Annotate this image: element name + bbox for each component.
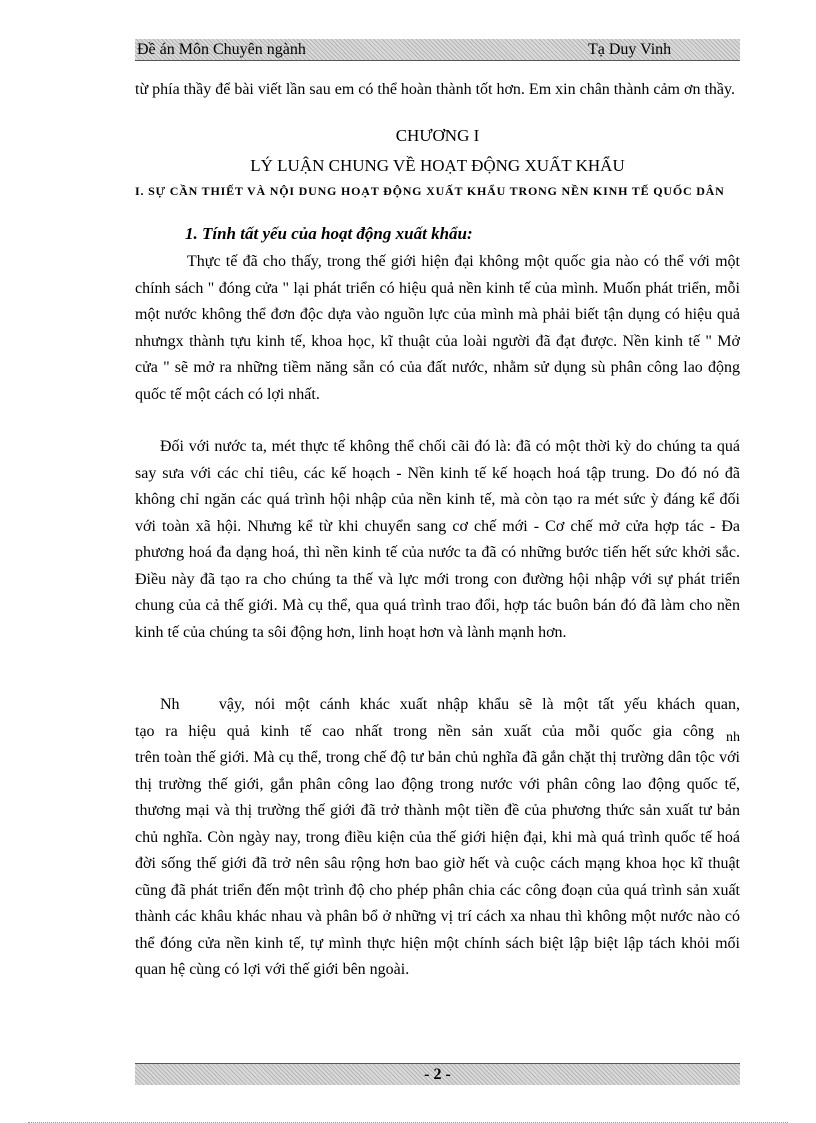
page-footer — [135, 1063, 740, 1085]
paragraph-3-line-2 — [135, 719, 740, 746]
section-heading: I. SỰ CẦN THIẾT VÀ NỘI DUNG HOẠT ĐỘNG XUẤT KHẨU TRONG NỀN KINH TẾ QUỐC DÂN — [135, 184, 725, 198]
page-number: - 2 - — [424, 1066, 451, 1083]
chapter-number: CHƯƠNG I — [395, 126, 480, 145]
paragraph-3-line-2-text: tạo ra hiệu quả kinh tế cao nhất trong nền sản xuất của mỗi quốc gia công — [135, 722, 714, 740]
subsection-heading: 1. Tính tất yếu của hoạt động xuất khẩu: — [185, 224, 473, 243]
paragraph-3-prefix: Nh — [160, 696, 180, 713]
paragraph-3-suffix: nh — [726, 729, 740, 745]
paragraph-3-line-1 — [135, 692, 740, 719]
paragraph-3 — [135, 692, 740, 984]
header-author: Tạ Duy Vinh — [588, 41, 672, 58]
chapter-title: LÝ LUẬN CHUNG VỀ HOẠT ĐỘNG XUẤT KHẨU — [250, 156, 625, 175]
paragraph-3-rest: trên toàn thế giới. Mà cụ thể, trong chế độ tư bản chủ nghĩa đã gắn chặt thị trường dân tộc với thị trường thế giới, gắn phân công lao động trong nước với phân công lao động quốc tế, thương mại và thị trường thế giới đã trở thành một tiền đề của phương thức sản xuất tư bản chủ nghĩa. Còn ngày nay, trong điều kiện của thế giới hiện đại, khi mà quá trình quốc tế hoá đời sống thế giới đã trở nên sâu rộng hơn bao giờ hết và cuộc cách mạng khoa học kĩ thuật cũng đã phát triển đến một trình độ cho phép phân chia các công đoạn của quá trình sản xuất thành các khâu khác nhau và phân bổ ở những vị trí cách xa nhau thì không một nước nào có thể đóng cửa nền kinh tế, tự mình thực hiện một chính sách biệt lập biệt lập tách khỏi mối quan hệ cùng có lợi với thế giới bên ngoài. — [135, 749, 740, 978]
paragraph-1: Thực tế đã cho thấy, trong thế giới hiện đại không một quốc gia nào có thể với một chính sách " đóng cửa " lại phát triển có hiệu quả nền kinh tế của mình. Muốn phát triển, mỗi một nước không thể đơn độc dựa vào nguồn lực của mình mà phải biết tận dụng có hiệu quả nhưngx thành tựu kinh tế, khoa học, kĩ thuật của loài người đã đạt được. Nền kinh tế " Mở cửa " sẽ mở ra những tiềm năng sẵn có của đất nước, nhằm sử dụng sù phân công lao động quốc tế một cách có lợi nhất. — [135, 253, 740, 403]
page-header — [135, 39, 740, 61]
paragraph-3-line-1-text: vậy, nói một cánh khác xuất nhập khẩu sẽ là một tất yếu khách quan, — [218, 696, 741, 713]
header-course-title: Đề án Môn Chuyên ngành — [137, 41, 306, 58]
paragraph-2: Đối với nước ta, mét thực tế không thể chối cãi đó là: đã có một thời kỳ do chúng ta quá say sưa với các chỉ tiêu, các kế hoạch - Nền kinh tế kế hoạch hoá tập trung. Do đó nó đã không chỉ ngăn các quá trình hội nhập của nền kinh tế, mà còn tạo ra mét sức ỳ đáng kể đối với toàn xã hội. Nhưng kể từ khi chuyển sang cơ chế mới - Cơ chế mở cửa hợp tác - Đa phương hoá đa dạng hoá, thì nền kinh tế của nước ta đã có những bước tiến hết sức khởi sắc. Điều này đã tạo ra cho chúng ta thế và lực mới trong con đường hội nhập với sự phát triển chung của cả thế giới. Mà cụ thể, qua quá trình trao đổi, hợp tác buôn bán đó đã làm cho nền kinh tế của chúng ta sôi động hơn, linh hoạt hơn và lành mạnh hơn. — [135, 438, 740, 641]
intro-paragraph: từ phía thầy để bài viết lần sau em có thể hoàn thành tốt hơn. Em xin chân thành cảm ơn thầy. — [135, 81, 735, 98]
